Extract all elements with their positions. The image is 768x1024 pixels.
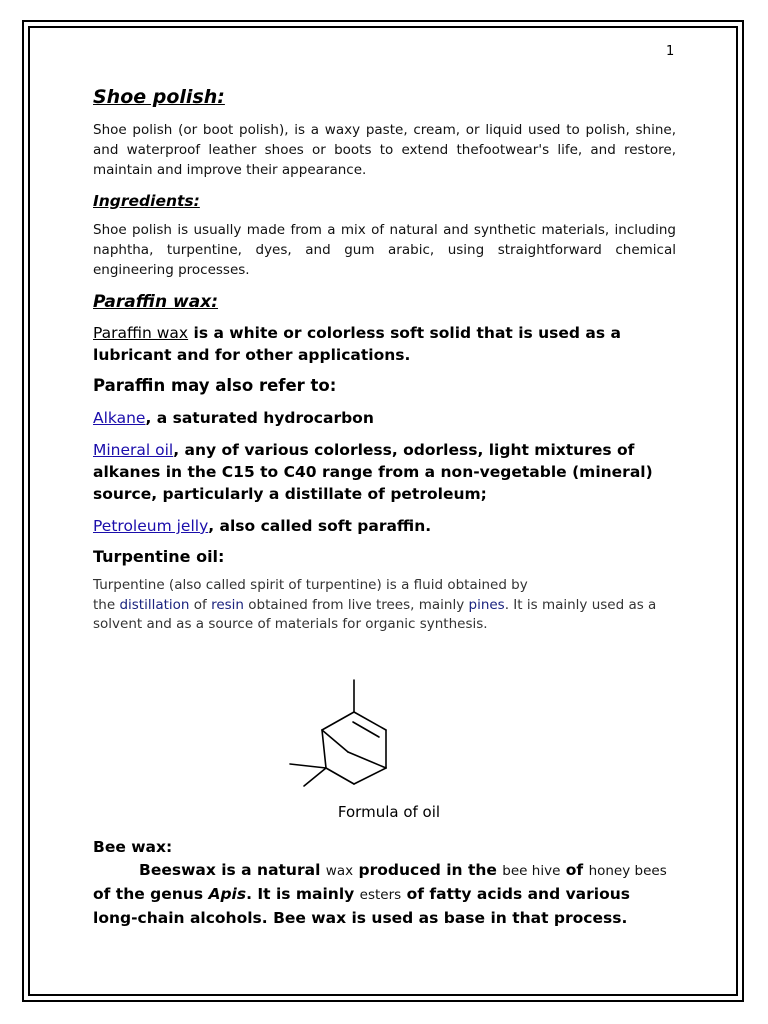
alkane-link[interactable]: Alkane — [93, 409, 146, 427]
bee-text-c: produced in the — [353, 861, 503, 879]
mineral-oil-link[interactable]: Mineral oil — [93, 441, 174, 459]
turpentine-text-4: obtained from live trees, mainly — [244, 596, 469, 613]
document-body — [93, 86, 676, 635]
refer-item-alkane — [93, 407, 676, 429]
turpentine-text-1: Turpentine (also called spirit of turpentine) is a fluid obtained by — [93, 577, 528, 593]
heading-ingredients: Ingredients: — [93, 192, 200, 210]
heading-paraffin-wax: Paraffin wax: — [93, 292, 219, 312]
chemical-structure-diagram — [286, 678, 396, 790]
ring-bond — [326, 768, 354, 784]
heading-shoe-polish: Shoe polish: — [93, 86, 225, 108]
paraffin-wax-term: Paraffin wax — [93, 324, 189, 342]
turpentine-paragraph — [93, 576, 676, 635]
turpentine-text-2: the — [93, 596, 120, 613]
resin-link[interactable]: resin — [211, 596, 244, 613]
refer-item-mineral-oil — [93, 439, 676, 505]
page-number: 1 — [666, 44, 675, 59]
petroleum-jelly-text: , also called soft paraffin. — [208, 517, 432, 535]
gem-methyl-bond — [304, 768, 326, 786]
bee-wax-section — [93, 836, 676, 930]
wax-term: wax — [325, 863, 354, 879]
esters-term: esters — [359, 887, 402, 903]
paraffin-definition — [93, 322, 676, 366]
ingredients-paragraph: Shoe polish is usually made from a mix of natural and synthetic materials, including naphtha, turpentine, dyes, and gum arabic, using straightforward chemical engineering processes. — [93, 222, 676, 278]
apis-term: Apis — [208, 885, 247, 903]
paraffin-definition-text: is a white or colorless soft solid that is used as a lubricant and for other applications. — [93, 324, 621, 364]
bee-wax-paragraph — [93, 859, 676, 930]
turpentine-text-3: of — [189, 596, 212, 613]
petroleum-jelly-link[interactable]: Petroleum jelly — [93, 517, 209, 535]
ring-bond — [322, 712, 354, 730]
bridge-bond — [348, 752, 386, 768]
heading-turpentine-oil: Turpentine oil: — [93, 547, 225, 566]
honey-bees-term: honey bees — [588, 863, 667, 879]
bee-wax-heading: Bee wax: — [93, 838, 173, 856]
bridge-bond — [322, 730, 348, 752]
formula-caption: Formula of oil — [337, 803, 441, 821]
pinene-structure-svg — [286, 678, 396, 790]
intro-paragraph: Shoe polish (or boot polish), is a waxy paste, cream, or liquid used to polish, shine, and waterproof leather shoes or boots to extend thefootwear's life, and restore, maintain and improve their appearance. — [93, 122, 676, 178]
gem-methyl-bond — [290, 764, 326, 768]
bee-hive-term: bee hive — [502, 863, 561, 879]
bee-text-g: of the genus — [93, 885, 209, 903]
pines-link[interactable]: pines — [468, 596, 505, 613]
turpentine-text-5: . It is mainly used as a solvent and as a source of materials for organic synthesis. — [93, 596, 657, 632]
bee-text-a: Beeswax is a natural — [139, 861, 326, 879]
refer-item-petroleum-jelly — [93, 515, 676, 537]
heading-paraffin-refer: Paraffin may also refer to: — [93, 376, 337, 395]
mineral-oil-text: , any of various colorless, odorless, light mixtures of alkanes in the C15 to C40 range from a non-vegetable (mineral) source, particularly a distillate of petroleum; — [93, 441, 653, 503]
bee-text-e: of — [560, 861, 589, 879]
bee-text-k: of fatty acids and various long-chain alcohols. Bee wax is used as base in that process. — [93, 885, 631, 927]
alkane-text: , a saturated hydrocarbon — [145, 409, 374, 427]
distillation-link[interactable]: distillation — [119, 596, 190, 613]
bee-text-i: . It is mainly — [246, 885, 360, 903]
ring-bond — [354, 768, 386, 784]
ring-bond-double — [354, 712, 386, 730]
ring-bond — [322, 730, 326, 768]
